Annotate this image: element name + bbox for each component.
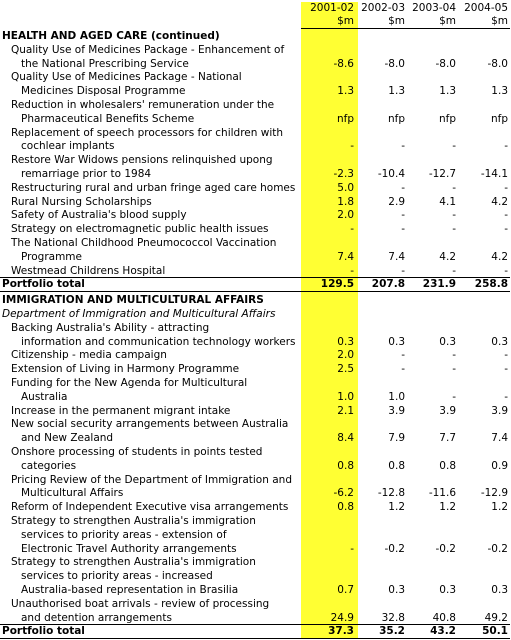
value-cell: -10.4 xyxy=(377,168,405,180)
line-item xyxy=(0,555,511,569)
line-item-label: Increase in the permanent migrant intake xyxy=(11,404,231,417)
value-cell: - xyxy=(401,363,405,376)
value-cell: 2.1 xyxy=(337,404,354,417)
line-item xyxy=(0,569,511,583)
value-cell: - xyxy=(452,363,456,376)
header-years-row xyxy=(0,2,511,15)
line-item-label: Quality Use of Medicines Package - National xyxy=(11,71,242,84)
value-cell: - xyxy=(452,181,456,194)
header-units-row xyxy=(0,15,511,28)
value-cell: 0.3 xyxy=(439,584,456,596)
value-cell: 4.1 xyxy=(439,195,456,208)
value-cell: 2.0 xyxy=(337,349,354,362)
value-cell: 1.0 xyxy=(337,390,354,403)
value-cell: - xyxy=(504,209,508,222)
value-cell: 1.3 xyxy=(388,85,405,98)
line-item-label: Reform of Independent Executive visa arrangements xyxy=(11,501,289,514)
line-item xyxy=(0,376,511,390)
line-item xyxy=(0,236,511,250)
line-item xyxy=(0,542,511,556)
value-cell: 0.9 xyxy=(491,459,508,472)
line-item-label: Funding for the New Agenda for Multicultural xyxy=(11,377,248,389)
value-cell: - xyxy=(504,363,508,376)
value-cell: - xyxy=(504,349,508,362)
line-item xyxy=(0,139,511,153)
value-cell: -14.1 xyxy=(480,168,508,180)
line-item-label: Backing Australia's Ability - attracting xyxy=(11,321,210,334)
value-cell: - xyxy=(452,209,456,222)
value-cell: 258.8 xyxy=(474,278,508,291)
value-cell: - xyxy=(452,223,456,236)
line-item-label: services to priority areas - increased xyxy=(21,570,213,583)
value-cell: - xyxy=(350,223,354,236)
line-item-label: Unauthorised boat arrivals - review of processing xyxy=(11,597,270,610)
value-cell: 1.2 xyxy=(388,501,405,514)
value-cell: 0.8 xyxy=(388,459,405,472)
value-cell: - xyxy=(350,542,354,555)
value-cell: -2.3 xyxy=(333,168,354,180)
line-item xyxy=(0,473,511,487)
line-item xyxy=(0,43,511,57)
value-cell: - xyxy=(401,349,405,362)
unit-header: $m xyxy=(439,15,456,27)
value-cell: 49.2 xyxy=(484,611,508,624)
line-item-label: the National Prescribing Service xyxy=(21,57,189,70)
value-cell: -12.8 xyxy=(377,487,405,500)
department-subtitle xyxy=(0,307,511,321)
value-cell: - xyxy=(452,390,456,403)
line-item-label: Westmead Childrens Hospital xyxy=(11,264,166,277)
portfolio-total-row xyxy=(0,624,511,638)
value-cell: 0.3 xyxy=(337,335,354,348)
line-item-label: Rural Nursing Scholarships xyxy=(11,195,152,208)
line-item xyxy=(0,390,511,404)
line-item-label: categories xyxy=(21,459,77,472)
value-cell: - xyxy=(350,264,354,277)
total-rule-bottom xyxy=(0,291,510,292)
section-title-text: IMMIGRATION AND MULTICULTURAL AFFAIRS xyxy=(2,294,264,307)
value-cell: 1.3 xyxy=(491,85,508,98)
value-cell: 0.3 xyxy=(491,584,508,596)
unit-header: $m xyxy=(491,15,508,27)
value-cell: - xyxy=(401,181,405,194)
line-item xyxy=(0,208,511,222)
line-item xyxy=(0,167,511,181)
line-item xyxy=(0,112,511,126)
line-item xyxy=(0,195,511,209)
line-item xyxy=(0,250,511,264)
value-cell: 0.3 xyxy=(388,584,405,596)
value-cell: 40.8 xyxy=(432,611,456,624)
value-cell: - xyxy=(401,264,405,277)
line-item xyxy=(0,126,511,140)
line-item xyxy=(0,222,511,236)
portfolio-total-row xyxy=(0,277,511,291)
line-item-label: Strategy to strengthen Australia's immigration xyxy=(11,515,256,527)
line-item xyxy=(0,264,511,278)
value-cell: 0.3 xyxy=(388,335,405,348)
line-item-label: The National Childhood Pneumococcol Vaccination xyxy=(11,237,277,249)
value-cell: -0.2 xyxy=(487,542,508,555)
line-item xyxy=(0,528,511,542)
value-cell: nfp xyxy=(490,112,508,125)
line-item xyxy=(0,57,511,71)
value-cell: 37.3 xyxy=(328,625,354,638)
line-item-label: and detention arrangements xyxy=(21,611,172,624)
value-cell: 0.8 xyxy=(337,459,354,472)
value-cell: 1.2 xyxy=(439,501,456,514)
value-cell: - xyxy=(504,264,508,277)
value-cell: 2.5 xyxy=(337,363,354,376)
line-item xyxy=(0,348,511,362)
value-cell: 32.8 xyxy=(381,611,405,624)
line-item-label: Citizenship - media campaign xyxy=(11,349,167,362)
value-cell: 24.9 xyxy=(330,611,354,624)
value-cell: -12.7 xyxy=(428,168,456,180)
value-cell: - xyxy=(504,140,508,153)
value-cell: 8.4 xyxy=(337,432,354,445)
line-item-label: Safety of Australia's blood supply xyxy=(11,209,187,222)
line-item xyxy=(0,445,511,459)
year-header: 2004-05 xyxy=(464,2,508,14)
line-item xyxy=(0,404,511,418)
line-item-label: Strategy on electromagnetic public health issues xyxy=(11,223,269,236)
line-item-label: Extension of Living in Harmony Programme xyxy=(11,363,240,376)
value-cell: 0.8 xyxy=(337,501,354,514)
value-cell: 2.9 xyxy=(388,195,405,208)
value-cell: 3.9 xyxy=(388,404,405,417)
value-cell: nfp xyxy=(387,112,405,125)
line-item xyxy=(0,335,511,349)
value-cell: 3.9 xyxy=(491,404,508,417)
line-item xyxy=(0,611,511,625)
value-cell: 7.4 xyxy=(337,250,354,263)
line-item xyxy=(0,84,511,98)
value-cell: 0.8 xyxy=(439,459,456,472)
line-item-label: Strategy to strengthen Australia's immigration xyxy=(11,556,256,569)
value-cell: - xyxy=(452,140,456,153)
line-item xyxy=(0,362,511,376)
value-cell: 1.2 xyxy=(491,501,508,514)
line-item xyxy=(0,417,511,431)
value-cell: 207.8 xyxy=(371,278,405,291)
value-cell: -8.6 xyxy=(333,57,354,70)
line-item-label: Reduction in wholesalers' remuneration under the xyxy=(11,99,275,111)
line-item-label: Quality Use of Medicines Package - Enhancement of xyxy=(11,43,285,56)
value-cell: 0.3 xyxy=(439,335,456,348)
value-cell: - xyxy=(401,209,405,222)
unit-header: $m xyxy=(337,15,354,27)
value-cell: 1.3 xyxy=(337,85,354,98)
line-item xyxy=(0,98,511,112)
department-name: Department of Immigration and Multicultural Affairs xyxy=(2,308,276,320)
value-cell: 3.9 xyxy=(439,404,456,417)
value-cell: -12.9 xyxy=(480,487,508,500)
value-cell: - xyxy=(504,181,508,194)
line-item-label: Medicines Disposal Programme xyxy=(21,85,186,98)
line-item-label: Replacement of speech processors for children with xyxy=(11,126,284,139)
value-cell: 4.2 xyxy=(491,250,508,263)
line-item xyxy=(0,153,511,167)
value-cell: 0.7 xyxy=(337,584,354,596)
portfolio-total-label: Portfolio total xyxy=(2,278,85,291)
unit-header: $m xyxy=(388,15,405,27)
value-cell: -6.2 xyxy=(333,487,354,500)
year-header: 2001-02 xyxy=(310,2,354,14)
line-item-label: Pharmaceutical Benefits Scheme xyxy=(21,112,195,125)
line-item-label: Pricing Review of the Department of Immigration and xyxy=(11,473,292,486)
value-cell: -0.2 xyxy=(435,542,456,555)
year-header: 2002-03 xyxy=(361,2,405,14)
value-cell: -8.0 xyxy=(384,57,405,70)
value-cell: 7.4 xyxy=(388,250,405,263)
value-cell: 0.3 xyxy=(491,335,508,348)
line-item xyxy=(0,514,511,528)
value-cell: 1.0 xyxy=(388,390,405,403)
line-item xyxy=(0,181,511,195)
value-cell: -11.6 xyxy=(428,487,456,500)
line-item xyxy=(0,431,511,445)
value-cell: 4.2 xyxy=(491,195,508,208)
value-cell: 7.7 xyxy=(439,432,456,445)
line-item xyxy=(0,486,511,500)
line-item-label: Electronic Travel Authority arrangements xyxy=(21,542,237,555)
section-title xyxy=(0,29,511,43)
line-item xyxy=(0,70,511,84)
line-item xyxy=(0,459,511,473)
line-item-label: cochlear implants xyxy=(21,140,115,153)
value-cell: - xyxy=(452,349,456,362)
value-cell: 2.0 xyxy=(337,209,354,222)
value-cell: - xyxy=(504,390,508,403)
portfolio-total-label: Portfolio total xyxy=(2,625,85,638)
line-item-label: services to priority areas - extension of xyxy=(21,528,227,541)
line-item-label: Onshore processing of students in points tested xyxy=(11,446,263,458)
value-cell: nfp xyxy=(438,112,456,125)
value-cell: 129.5 xyxy=(320,278,354,291)
section-title xyxy=(0,293,511,307)
value-cell: 4.2 xyxy=(439,250,456,263)
line-item xyxy=(0,321,511,335)
value-cell: nfp xyxy=(336,112,354,125)
value-cell: 7.4 xyxy=(491,432,508,445)
value-cell: -8.0 xyxy=(435,57,456,70)
line-item-label: Programme xyxy=(21,250,82,263)
value-cell: - xyxy=(350,140,354,153)
line-item-label: Australia-based representation in Brasilia xyxy=(21,584,239,596)
value-cell: - xyxy=(401,223,405,236)
line-item-label: Restructuring rural and urban fringe aged care homes xyxy=(11,181,296,194)
line-item-label: information and communication technology workers xyxy=(21,335,296,348)
value-cell: 5.0 xyxy=(337,181,354,194)
total-rule-bottom xyxy=(0,638,510,639)
line-item-label: Restore War Widows pensions relinquished upong xyxy=(11,154,273,167)
line-item-label: Multicultural Affairs xyxy=(21,487,124,500)
line-item-label: New social security arrangements between Australia xyxy=(11,418,289,431)
value-cell: -8.0 xyxy=(487,57,508,70)
line-item xyxy=(0,597,511,611)
value-cell: 1.8 xyxy=(337,195,354,208)
value-cell: 35.2 xyxy=(379,625,405,638)
value-cell: 231.9 xyxy=(422,278,456,291)
value-cell: -0.2 xyxy=(384,542,405,555)
value-cell: - xyxy=(452,264,456,277)
line-item-label: and New Zealand xyxy=(21,432,114,445)
value-cell: - xyxy=(504,223,508,236)
section-title-text: HEALTH AND AGED CARE (continued) xyxy=(2,30,220,42)
line-item xyxy=(0,500,511,514)
line-item-label: Australia xyxy=(21,390,68,403)
value-cell: 50.1 xyxy=(482,625,508,638)
year-header: 2003-04 xyxy=(412,2,456,14)
line-item-label: remarriage prior to 1984 xyxy=(21,168,152,180)
value-cell: 7.9 xyxy=(388,432,405,445)
line-item xyxy=(0,583,511,597)
value-cell: 43.2 xyxy=(430,625,456,638)
value-cell: 1.3 xyxy=(439,85,456,98)
value-cell: - xyxy=(401,140,405,153)
